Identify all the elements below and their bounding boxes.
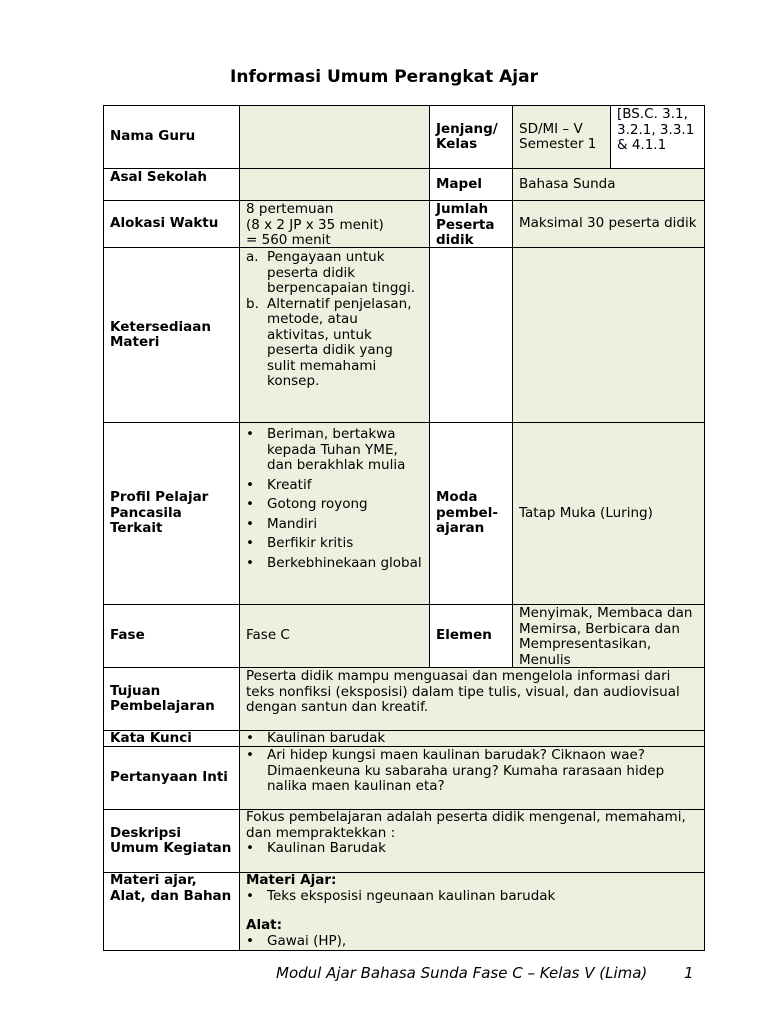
label-elemen: Elemen: [429, 604, 513, 668]
label-jenjang-kelas: Jenjang/ Kelas: [429, 105, 513, 169]
list-item: • Berkebhinekaan global: [246, 554, 422, 571]
label-kata-kunci: Kata Kunci: [103, 730, 240, 747]
list-item: • Kreatif: [246, 476, 312, 493]
bullet-icon: •: [246, 426, 254, 442]
value-jenjang-kelas: SD/MI – V Semester 1: [512, 105, 611, 169]
bullet-icon: •: [246, 887, 254, 904]
value-fase: Fase C: [239, 604, 430, 668]
value-elemen: Menyimak, Membaca dan Memirsa, Berbicara dan Mempresentasikan, Menulis: [512, 604, 705, 668]
label-profil-pelajar-pancasila: Profil Pelajar Pancasila Terkait: [103, 422, 240, 605]
label-ketersediaan-materi: Ketersediaan Materi: [103, 247, 240, 423]
bullet-icon: •: [246, 476, 254, 493]
bullet-icon: •: [246, 554, 254, 571]
list-item: b. Alternatif penjelasan, metode, atau aktivitas, untuk peserta didik yang sulit memahami konsep.: [246, 295, 412, 389]
label-deskripsi-umum-kegiatan: Deskripsi Umum Kegiatan: [103, 809, 240, 873]
value-deskripsi-umum-kegiatan: Fokus pembelajaran adalah peserta didik mengenal, memahami, dan mempraktekkan : • Kaulinan Barudak: [239, 809, 705, 873]
page-title: Informasi Umum Perangkat Ajar: [230, 67, 538, 87]
list-item: • Berfikir kritis: [246, 535, 354, 551]
empty-cell: [512, 247, 705, 423]
empty-cell: [429, 247, 513, 423]
list-item: • Beriman, bertakwa kepada Tuhan YME, dan berakhlak mulia: [246, 426, 406, 473]
label-fase: Fase: [103, 604, 240, 668]
value-jumlah-peserta-didik: Maksimal 30 peserta didik: [512, 200, 705, 248]
label-moda-pembelajaran: Moda pembel-ajaran: [429, 422, 513, 605]
list-item: • Mandiri: [246, 515, 318, 532]
label-alokasi-waktu: Alokasi Waktu: [103, 200, 240, 248]
bullet-icon: •: [246, 515, 254, 532]
bullet-icon: •: [246, 747, 254, 763]
value-materi-alat-bahan: Materi Ajar: • Teks eksposisi ngeunaan kaulinan barudak Alat: • Gawai (HP),: [239, 872, 705, 951]
value-pertanyaan-inti: • Ari hidep kungsi maen kaulinan barudak? Ciknaon wae? Dimaenkeuna ku sabaraha urang? Kumaha rarasaan hidep nalika maen kaulinan eta?: [239, 746, 705, 810]
bullet-icon: •: [246, 932, 254, 949]
value-nama-guru: [239, 105, 430, 169]
footer-text: Modul Ajar Bahasa Sunda Fase C – Kelas V (Lima): [276, 964, 648, 982]
value-alokasi-waktu: 8 pertemuan (8 x 2 JP x 35 menit) = 560 menit: [239, 200, 430, 248]
label-nama-guru: Nama Guru: [103, 105, 240, 169]
bullet-icon: •: [246, 840, 254, 856]
label-pertanyaan-inti: Pertanyaan Inti: [103, 746, 240, 810]
label-asal-sekolah: Asal Sekolah: [103, 168, 240, 201]
value-moda-pembelajaran: Tatap Muka (Luring): [512, 422, 705, 605]
label-mapel: Mapel: [429, 168, 513, 201]
value-mapel: Bahasa Sunda: [512, 168, 705, 201]
profil-list: [246, 427, 423, 571]
ketersediaan-list: [246, 250, 423, 390]
list-item: a. Pengayaan untuk peserta didik berpencapaian tinggi.: [246, 249, 416, 296]
value-asal-sekolah: [239, 168, 430, 201]
label-jumlah-peserta-didik: Jumlah Peserta didik: [429, 200, 513, 248]
value-tujuan-pembelajaran: Peserta didik mampu menguasai dan mengelola informasi dari teks nonfiksi (eksposisi) dalam tipe tulis, visual, dan audiovisual dengan santun dan kreatif.: [239, 667, 705, 731]
bullet-icon: •: [246, 496, 254, 512]
bullet-icon: •: [246, 730, 254, 746]
value-kata-kunci: • Kaulinan barudak: [239, 730, 705, 747]
label-tujuan-pembelajaran: Tujuan Pembelajaran: [103, 667, 240, 731]
value-ketersediaan-materi: [239, 247, 430, 423]
bullet-icon: •: [246, 535, 254, 551]
list-item: • Gotong royong: [246, 496, 368, 512]
page-number: 1: [684, 964, 694, 982]
value-kompetensi-dasar: [BS.C. 3.1, 3.2.1, 3.3.1 & 4.1.1: [610, 105, 705, 169]
label-materi-alat-bahan: Materi ajar, Alat, dan Bahan: [103, 872, 240, 951]
value-profil-pelajar-pancasila: [239, 422, 430, 605]
